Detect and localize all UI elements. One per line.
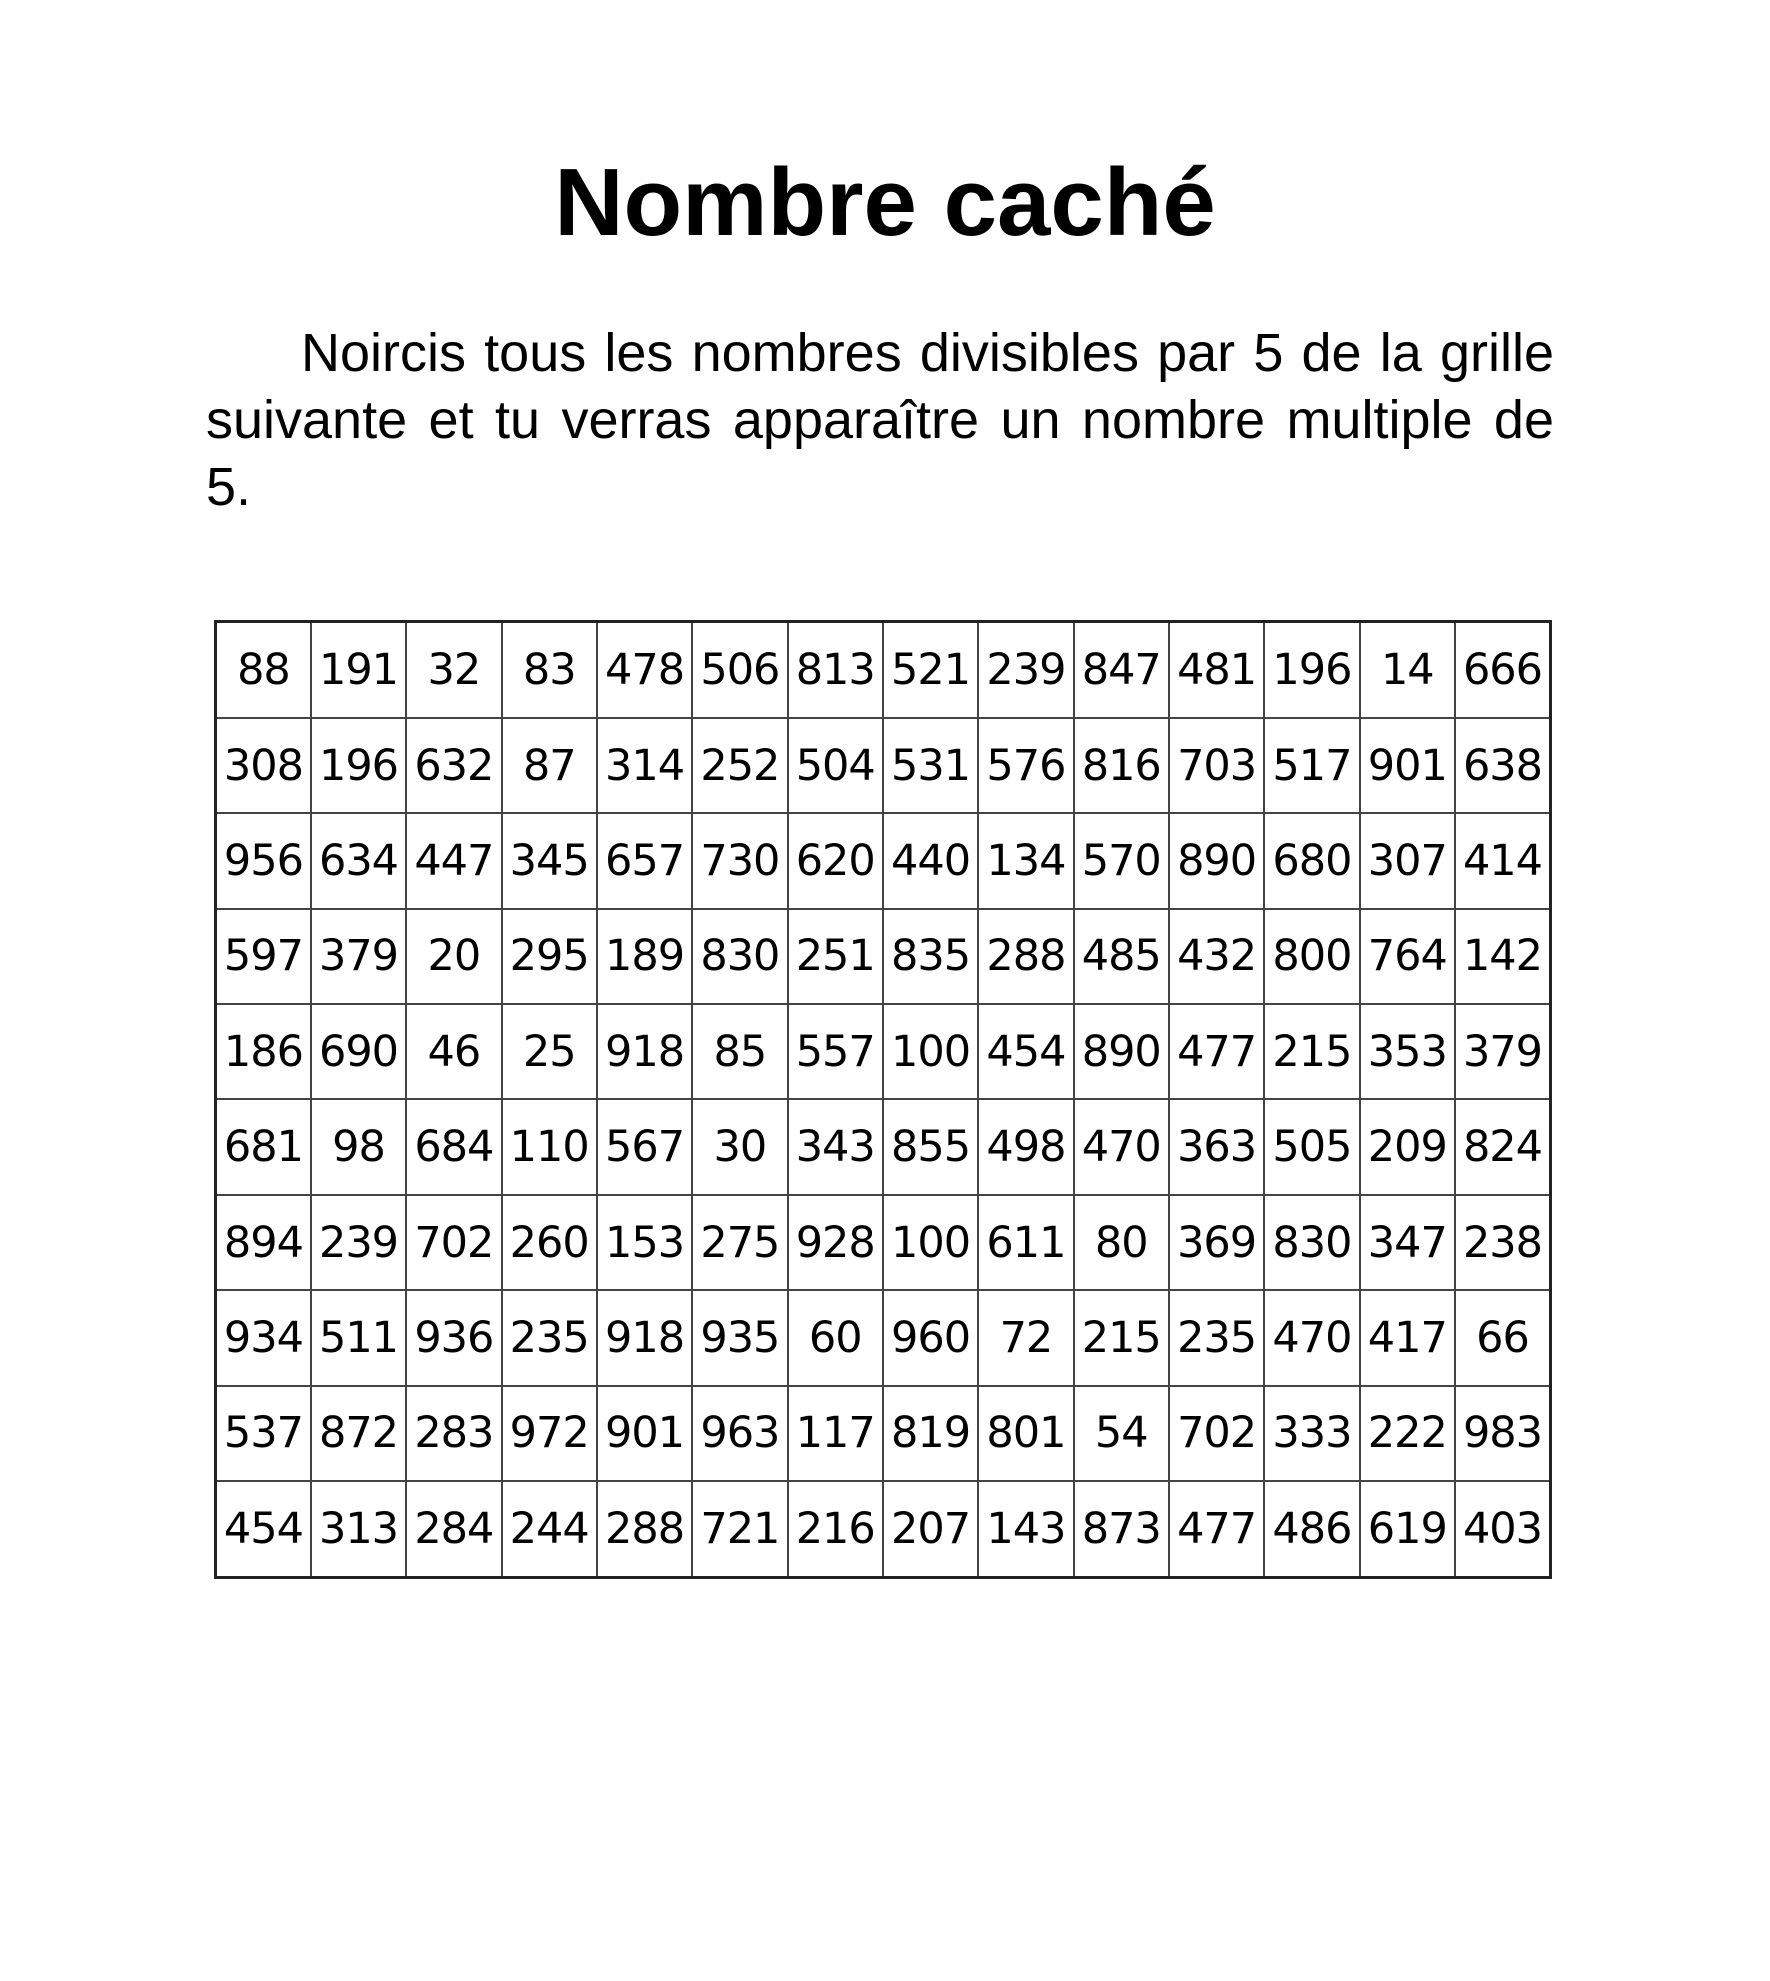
grid-cell[interactable]: 314 — [597, 718, 692, 813]
grid-cell[interactable]: 890 — [1074, 1004, 1169, 1099]
grid-cell[interactable]: 597 — [216, 909, 311, 1004]
grid-cell[interactable]: 901 — [1360, 718, 1455, 813]
grid-cell[interactable]: 570 — [1074, 813, 1169, 908]
grid-cell[interactable]: 498 — [978, 1099, 1073, 1194]
grid-cell[interactable]: 251 — [788, 909, 883, 1004]
grid-cell[interactable]: 567 — [597, 1099, 692, 1194]
grid-cell[interactable]: 819 — [883, 1386, 978, 1481]
grid-cell[interactable]: 307 — [1360, 813, 1455, 908]
grid-row — [216, 1386, 1551, 1481]
grid-cell[interactable]: 363 — [1169, 1099, 1264, 1194]
grid-cell[interactable]: 260 — [502, 1195, 597, 1290]
grid-cell[interactable]: 504 — [788, 718, 883, 813]
grid-cell[interactable]: 440 — [883, 813, 978, 908]
grid-cell[interactable]: 333 — [1264, 1386, 1359, 1481]
grid-cell[interactable]: 60 — [788, 1290, 883, 1385]
grid-cell[interactable]: 239 — [978, 622, 1073, 718]
grid-cell[interactable]: 88 — [216, 622, 311, 718]
grid-cell[interactable]: 935 — [692, 1290, 787, 1385]
grid-cell[interactable]: 830 — [1264, 1195, 1359, 1290]
grid-cell[interactable]: 87 — [502, 718, 597, 813]
grid-cell[interactable]: 100 — [883, 1195, 978, 1290]
grid-cell[interactable]: 702 — [1169, 1386, 1264, 1481]
grid-cell[interactable]: 956 — [216, 813, 311, 908]
grid-cell[interactable]: 343 — [788, 1099, 883, 1194]
grid-cell[interactable]: 485 — [1074, 909, 1169, 1004]
grid-cell[interactable]: 972 — [502, 1386, 597, 1481]
grid-cell[interactable]: 632 — [406, 718, 501, 813]
grid-cell[interactable]: 207 — [883, 1481, 978, 1577]
grid-cell[interactable]: 85 — [692, 1004, 787, 1099]
grid-cell[interactable]: 681 — [216, 1099, 311, 1194]
grid-cell[interactable]: 20 — [406, 909, 501, 1004]
grid-cell[interactable]: 666 — [1455, 622, 1551, 718]
grid-cell[interactable]: 505 — [1264, 1099, 1359, 1194]
instructions-text: Noircis tous les nombres divisibles par 5 de la grille suivante et tu verras apparaître un nombre multiple de 5. — [206, 323, 1554, 517]
grid-cell[interactable]: 196 — [1264, 622, 1359, 718]
grid-cell[interactable]: 283 — [406, 1386, 501, 1481]
grid-cell[interactable]: 702 — [406, 1195, 501, 1290]
grid-cell[interactable]: 531 — [883, 718, 978, 813]
grid-cell[interactable]: 134 — [978, 813, 1073, 908]
grid-cell[interactable]: 215 — [1074, 1290, 1169, 1385]
grid-cell[interactable]: 764 — [1360, 909, 1455, 1004]
grid-cell[interactable]: 347 — [1360, 1195, 1455, 1290]
grid-cell[interactable]: 830 — [692, 909, 787, 1004]
grid-cell[interactable]: 657 — [597, 813, 692, 908]
grid-cell[interactable]: 80 — [1074, 1195, 1169, 1290]
grid-cell[interactable]: 313 — [311, 1481, 406, 1577]
grid-cell[interactable]: 918 — [597, 1004, 692, 1099]
grid-cell[interactable]: 470 — [1074, 1099, 1169, 1194]
grid-cell[interactable]: 110 — [502, 1099, 597, 1194]
grid-cell[interactable]: 963 — [692, 1386, 787, 1481]
grid-cell[interactable]: 379 — [311, 909, 406, 1004]
grid-cell[interactable]: 477 — [1169, 1481, 1264, 1577]
grid-cell[interactable]: 960 — [883, 1290, 978, 1385]
grid-cell[interactable]: 936 — [406, 1290, 501, 1385]
grid-cell[interactable]: 703 — [1169, 718, 1264, 813]
grid-cell[interactable]: 275 — [692, 1195, 787, 1290]
grid-cell[interactable]: 894 — [216, 1195, 311, 1290]
grid-cell[interactable]: 537 — [216, 1386, 311, 1481]
grid-cell[interactable]: 835 — [883, 909, 978, 1004]
grid-cell[interactable]: 872 — [311, 1386, 406, 1481]
grid-cell[interactable]: 100 — [883, 1004, 978, 1099]
grid-cell[interactable]: 46 — [406, 1004, 501, 1099]
grid-cell[interactable]: 345 — [502, 813, 597, 908]
grid-cell[interactable]: 447 — [406, 813, 501, 908]
grid-cell[interactable]: 816 — [1074, 718, 1169, 813]
grid-cell[interactable]: 153 — [597, 1195, 692, 1290]
grid-cell[interactable]: 25 — [502, 1004, 597, 1099]
grid-cell[interactable]: 189 — [597, 909, 692, 1004]
grid-cell[interactable]: 684 — [406, 1099, 501, 1194]
number-grid-body — [216, 622, 1551, 1578]
grid-row — [216, 622, 1551, 718]
grid-cell[interactable]: 983 — [1455, 1386, 1551, 1481]
grid-cell[interactable]: 196 — [311, 718, 406, 813]
grid-row — [216, 1481, 1551, 1577]
grid-cell[interactable]: 83 — [502, 622, 597, 718]
grid-cell[interactable]: 369 — [1169, 1195, 1264, 1290]
grid-cell[interactable]: 98 — [311, 1099, 406, 1194]
grid-cell[interactable]: 890 — [1169, 813, 1264, 908]
grid-row — [216, 909, 1551, 1004]
grid-cell[interactable]: 215 — [1264, 1004, 1359, 1099]
grid-cell[interactable]: 454 — [978, 1004, 1073, 1099]
grid-cell[interactable]: 873 — [1074, 1481, 1169, 1577]
grid-cell[interactable]: 824 — [1455, 1099, 1551, 1194]
grid-cell[interactable]: 511 — [311, 1290, 406, 1385]
grid-cell[interactable]: 557 — [788, 1004, 883, 1099]
grid-cell[interactable]: 680 — [1264, 813, 1359, 908]
grid-row — [216, 1290, 1551, 1385]
grid-cell[interactable]: 521 — [883, 622, 978, 718]
grid-row — [216, 1004, 1551, 1099]
grid-cell[interactable]: 117 — [788, 1386, 883, 1481]
grid-cell[interactable]: 414 — [1455, 813, 1551, 908]
grid-cell[interactable]: 14 — [1360, 622, 1455, 718]
grid-cell[interactable]: 517 — [1264, 718, 1359, 813]
grid-cell[interactable]: 238 — [1455, 1195, 1551, 1290]
grid-cell[interactable]: 620 — [788, 813, 883, 908]
grid-cell[interactable]: 918 — [597, 1290, 692, 1385]
grid-cell[interactable]: 403 — [1455, 1481, 1551, 1577]
grid-cell[interactable]: 32 — [406, 622, 501, 718]
grid-cell[interactable]: 288 — [597, 1481, 692, 1577]
grid-row — [216, 1099, 1551, 1194]
grid-cell[interactable]: 813 — [788, 622, 883, 718]
grid-cell[interactable]: 235 — [502, 1290, 597, 1385]
grid-cell[interactable]: 730 — [692, 813, 787, 908]
grid-cell[interactable]: 634 — [311, 813, 406, 908]
page-title: Nombre caché — [554, 149, 1216, 256]
grid-cell[interactable]: 417 — [1360, 1290, 1455, 1385]
grid-cell[interactable]: 432 — [1169, 909, 1264, 1004]
grid-cell[interactable]: 619 — [1360, 1481, 1455, 1577]
grid-cell[interactable]: 454 — [216, 1481, 311, 1577]
grid-cell[interactable]: 611 — [978, 1195, 1073, 1290]
grid-cell[interactable]: 855 — [883, 1099, 978, 1194]
grid-cell[interactable]: 216 — [788, 1481, 883, 1577]
grid-cell[interactable]: 295 — [502, 909, 597, 1004]
grid-cell[interactable]: 470 — [1264, 1290, 1359, 1385]
grid-cell[interactable]: 847 — [1074, 622, 1169, 718]
grid-cell[interactable]: 478 — [597, 622, 692, 718]
grid-cell[interactable]: 209 — [1360, 1099, 1455, 1194]
grid-cell[interactable]: 721 — [692, 1481, 787, 1577]
grid-cell[interactable]: 239 — [311, 1195, 406, 1290]
grid-cell[interactable]: 690 — [311, 1004, 406, 1099]
grid-cell[interactable]: 186 — [216, 1004, 311, 1099]
grid-cell[interactable]: 800 — [1264, 909, 1359, 1004]
grid-cell[interactable]: 143 — [978, 1481, 1073, 1577]
grid-cell[interactable]: 142 — [1455, 909, 1551, 1004]
grid-cell[interactable]: 235 — [1169, 1290, 1264, 1385]
grid-cell[interactable]: 481 — [1169, 622, 1264, 718]
grid-row — [216, 1195, 1551, 1290]
grid-cell[interactable]: 66 — [1455, 1290, 1551, 1385]
grid-cell[interactable]: 801 — [978, 1386, 1073, 1481]
grid-cell[interactable]: 252 — [692, 718, 787, 813]
grid-cell[interactable]: 379 — [1455, 1004, 1551, 1099]
grid-cell[interactable]: 191 — [311, 622, 406, 718]
grid-cell[interactable]: 308 — [216, 718, 311, 813]
grid-cell[interactable]: 222 — [1360, 1386, 1455, 1481]
grid-row — [216, 718, 1551, 813]
grid-cell[interactable]: 934 — [216, 1290, 311, 1385]
grid-cell[interactable]: 30 — [692, 1099, 787, 1194]
grid-cell[interactable]: 244 — [502, 1481, 597, 1577]
grid-cell[interactable]: 284 — [406, 1481, 501, 1577]
grid-cell[interactable]: 638 — [1455, 718, 1551, 813]
grid-cell[interactable]: 506 — [692, 622, 787, 718]
grid-cell[interactable]: 486 — [1264, 1481, 1359, 1577]
grid-cell[interactable]: 477 — [1169, 1004, 1264, 1099]
grid-cell[interactable]: 576 — [978, 718, 1073, 813]
grid-cell[interactable]: 901 — [597, 1386, 692, 1481]
grid-cell[interactable]: 72 — [978, 1290, 1073, 1385]
grid-row — [216, 813, 1551, 908]
grid-cell[interactable]: 353 — [1360, 1004, 1455, 1099]
grid-cell[interactable]: 288 — [978, 909, 1073, 1004]
grid-cell[interactable]: 928 — [788, 1195, 883, 1290]
grid-cell[interactable]: 54 — [1074, 1386, 1169, 1481]
number-grid — [214, 620, 1552, 1579]
